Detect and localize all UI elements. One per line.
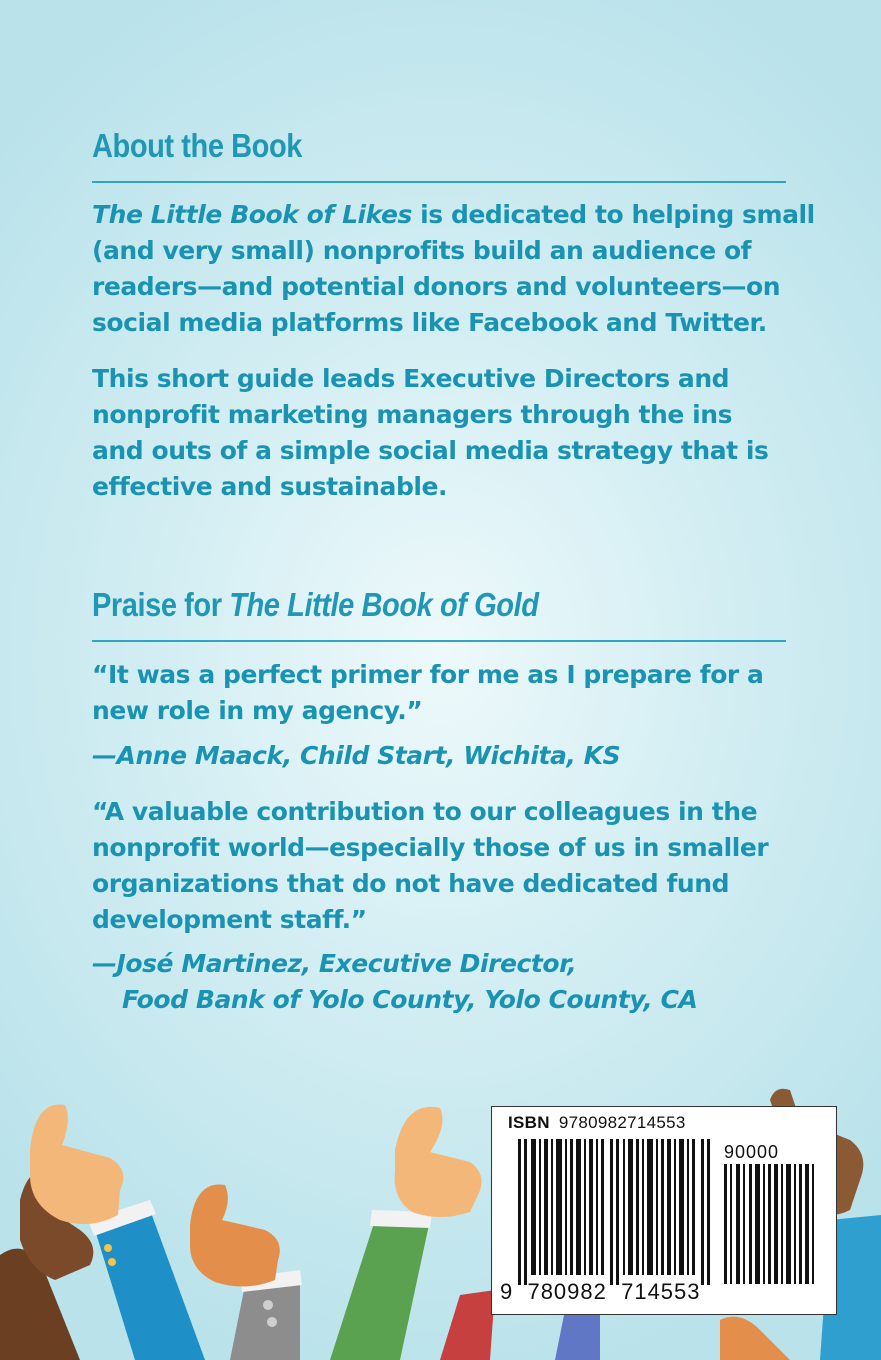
praise-divider [92,640,786,642]
barcode-bars-addon [724,1164,816,1284]
quote-2-attribution [92,946,697,1018]
hand-orange-bottom-icon [720,1317,790,1360]
about-p1-line-2: (and very small) nonprofits build an audience of [92,236,752,265]
about-p1-line-4: social media platforms like Facebook and Twitter. [92,308,767,337]
about-p1-line-3: readers—and potential donors and volunteers—on [92,272,781,301]
about-p2-line-3: and outs of a simple social media strategy that is [92,436,769,465]
book-title-gold: The Little Book of Gold [229,586,539,623]
quote-2-line-3: organizations that do not have dedicated fund [92,869,730,898]
purple-sleeve-icon [555,1308,600,1360]
isbn-number: 9780982714553 [558,1113,686,1132]
about-paragraph-1 [92,197,815,341]
about-p2-line-1: This short guide leads Executive Directors and [92,364,730,393]
about-p2-line-2: nonprofit marketing managers through the ins [92,400,733,429]
barcode-bars-main [516,1139,716,1285]
isbn-label: ISBN [508,1113,550,1132]
about-p1-line-1-rest: is dedicated to helping small [411,200,815,229]
praise-heading [92,586,539,624]
book-title-likes: The Little Book of Likes [92,200,412,229]
about-p1-line-1 [92,197,815,233]
quote-2-line-1: “A valuable contribution to our colleagues in the [92,797,758,826]
red-sleeve-icon [440,1290,495,1360]
quote-1-line-1: “It was a perfect primer for me as I prepare for a [92,660,764,689]
quote-1 [92,657,812,729]
quote-2-attribution-line-2: Food Bank of Yolo County, Yolo County, CA [122,985,698,1014]
about-paragraph-2 [92,361,812,505]
price-code: 90000 [724,1142,780,1162]
barcode-digits: 9 780982 714553 [500,1279,701,1304]
quote-2-line-2: nonprofit world—especially those of us in smaller [92,833,769,862]
about-heading: About the Book [92,127,303,164]
quote-1-attribution: —Anne Maack, Child Start, Wichita, KS [92,741,621,770]
quote-2 [92,794,812,938]
quote-2-line-4: development staff.” [92,905,367,934]
isbn-barcode [491,1106,837,1315]
about-p2-line-4: effective and sustainable. [92,472,448,501]
isbn-line [508,1113,686,1133]
praise-heading-prefix: Praise for [92,586,230,623]
hand-orange-grey-sleeve-icon [190,1185,302,1360]
about-divider [92,181,786,183]
quote-2-attribution-line-1: —José Martinez, Executive Director, [92,949,577,978]
quote-1-line-2: new role in my agency.” [92,696,423,725]
